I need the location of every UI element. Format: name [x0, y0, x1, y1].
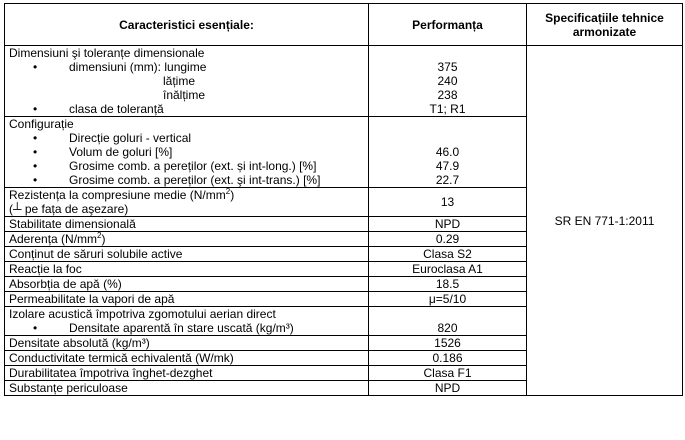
- dimensions-row: [5, 46, 683, 117]
- product-performance-table-container: [4, 3, 683, 396]
- compression-sup: 2: [225, 187, 231, 196]
- row-value: Euroclasa A1: [369, 262, 527, 277]
- row-label: [5, 232, 369, 247]
- width-value: 240: [437, 74, 458, 88]
- row-label: Substanțe periculoase: [5, 381, 369, 396]
- acoustic-cell: [5, 307, 369, 336]
- row-label: Conductivitate termică echivalentă (W/mk): [5, 351, 369, 366]
- row-label: Densitate absolută (kg/m³): [5, 336, 369, 351]
- row-value: Clasa S2: [369, 247, 527, 262]
- ext-trans-value: 22.7: [435, 173, 460, 187]
- configuration-values: [369, 117, 527, 188]
- header-row: [5, 4, 683, 46]
- adhesion-sup: 2: [97, 231, 102, 240]
- header-characteristics: Caracteristici esențiale:: [5, 4, 369, 46]
- wall-ext-long-label: Grosime comb. a pereților (ext. și int-long.) [%]: [69, 159, 317, 173]
- compression-sub-line: [9, 202, 364, 216]
- length-label: lungime: [164, 60, 207, 74]
- row-label: Conținut de săruri solubile active: [5, 247, 369, 262]
- row-value: μ=5/10: [369, 292, 527, 307]
- spec-cell: SR EN 771-1:2011: [527, 46, 683, 396]
- tolerance-item: [9, 102, 364, 116]
- wall-ext-trans-label: Grosime comb. a pereților (ext. şi int-trans.) [%]: [69, 173, 321, 187]
- length-value: 375: [437, 60, 458, 74]
- acoustic-density-item: [9, 321, 364, 335]
- dimensions-cell: [5, 46, 369, 117]
- header-performance: Performanța: [369, 4, 527, 46]
- row-value: 1526: [369, 336, 527, 351]
- wall-ext-long-item: [9, 159, 364, 173]
- adhesion-close: ): [101, 232, 106, 246]
- row-label: Permeabilitate la vapori de apă: [5, 292, 369, 307]
- compression-cell: [5, 188, 369, 217]
- voids-item: [9, 145, 364, 159]
- configuration-title: Configurație: [9, 117, 74, 131]
- dimensions-values: [369, 46, 527, 117]
- dimensions-label: dimensiuni (mm):: [69, 60, 162, 74]
- voids-label: Volum de goluri [%]: [69, 145, 173, 159]
- width-label: lățime: [163, 74, 196, 88]
- performance-table: [4, 3, 683, 396]
- row-label: Stabilitate dimensională: [5, 217, 369, 232]
- row-value: 0.29: [369, 232, 527, 247]
- compression-sub-text: pe fața de aşezare): [21, 202, 129, 216]
- acoustic-title: Izolare acustică împotriva zgomotului aerian direct: [9, 307, 276, 321]
- adhesion-label: Aderența (N/mm: [9, 232, 98, 246]
- row-value: NPD: [369, 217, 527, 232]
- row-value: 18.5: [369, 277, 527, 292]
- dimensions-title: Dimensiuni şi toleranțe dimensionale: [9, 46, 205, 60]
- tolerance-value: T1; R1: [429, 102, 466, 116]
- compression-value: 13: [369, 188, 527, 217]
- row-value: 0.186: [369, 351, 527, 366]
- header-specifications: Specificațiile tehnice armonizate: [527, 4, 683, 46]
- compression-close: ): [230, 188, 235, 202]
- row-label: Durabilitatea împotriva înghet-dezghet: [5, 366, 369, 381]
- row-value: NPD: [369, 381, 527, 396]
- direction-label: Direcție goluri - vertical: [69, 131, 192, 145]
- row-label: Reacție la foc: [5, 262, 369, 277]
- dimensions-length: [9, 60, 364, 74]
- direction-item: [9, 131, 364, 145]
- tolerance-label: clasa de toleranță: [69, 102, 164, 116]
- compression-sub-prefix: (: [9, 202, 13, 216]
- height-value: 238: [437, 88, 458, 102]
- perpendicular-icon: ┴: [13, 202, 22, 216]
- acoustic-value: 820: [369, 307, 527, 336]
- wall-ext-trans-item: [9, 173, 364, 187]
- acoustic-density-label: Densitate aparentă în stare uscată (kg/m³): [69, 321, 294, 335]
- row-label: Absorbția de apă (%): [5, 277, 369, 292]
- voids-value: 46.0: [435, 145, 460, 159]
- compression-label-line: [9, 188, 364, 202]
- compression-label: Rezistența la compresiune medie (N/mm: [9, 188, 226, 202]
- configuration-cell: [5, 117, 369, 188]
- height-label: înălțime: [163, 88, 206, 102]
- row-value: Clasa F1: [369, 366, 527, 381]
- ext-long-value: 47.9: [435, 159, 460, 173]
